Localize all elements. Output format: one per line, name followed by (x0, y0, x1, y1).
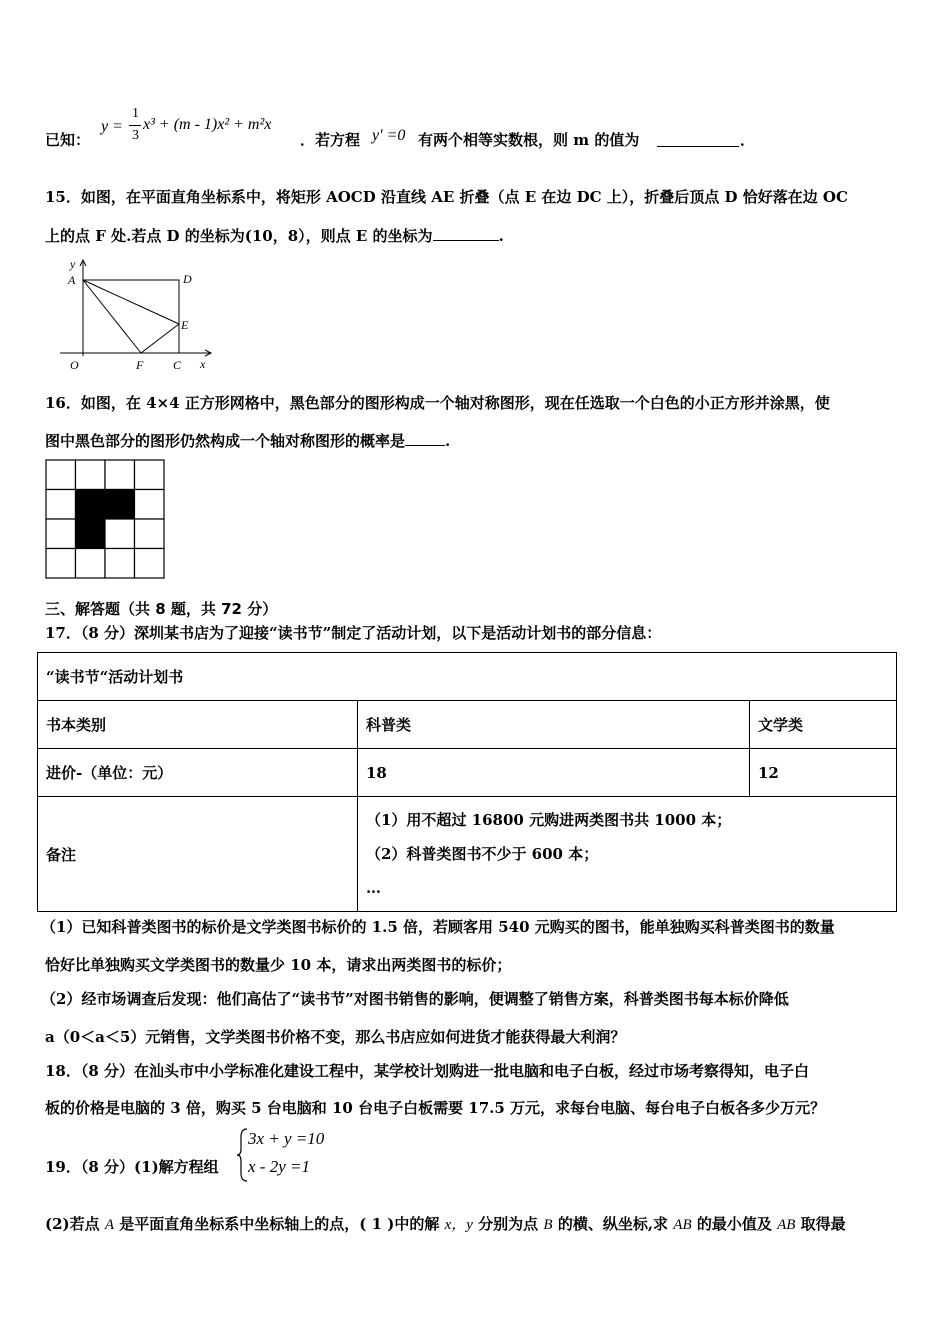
q15-answer-blank (433, 226, 499, 241)
q17-part1-line1: （1）已知科普类图书的标价是文学类图书标价的 1.5 倍，若顾客用 540 元购买的图书，能单独购买科普类图书的数量 (41, 918, 835, 936)
table-row (38, 701, 897, 749)
rectangle-edges (83, 280, 179, 353)
q19-p2-A: A (104, 1217, 115, 1233)
q19-p2-a: (2)若点 (45, 1215, 100, 1233)
q19-eq2: x - 2y =1 (248, 1157, 310, 1176)
q15-line2-wrap (45, 225, 504, 246)
q16-answer-blank (405, 431, 445, 446)
segment-af (83, 280, 141, 353)
q14-frac-den: 3 (132, 128, 139, 143)
table-row (38, 797, 897, 912)
q19-p2-xy: x，y (444, 1217, 473, 1233)
q14-frac-num: 1 (132, 106, 139, 121)
label-x: x (200, 357, 206, 371)
q17-stem: 17．（8 分）深圳某书店为了迎接“读书节”制定了活动计划，以下是活动计划书的部分信息： (45, 624, 662, 642)
grid-cell (76, 460, 106, 490)
label-E: E (181, 318, 189, 332)
table-row (38, 653, 897, 701)
q15-figure (50, 256, 220, 376)
q16-line2: 图中黑色部分的图形仍然构成一个轴对称图形的概率是 (45, 432, 406, 450)
grid-cell (135, 549, 165, 579)
note-item: （1）用不超过 16800 元购进两类图书共 1000 本； (366, 811, 732, 829)
grid-cell (76, 549, 106, 579)
q19-p2-e: 的最小值及 (696, 1215, 772, 1233)
q16-grid (45, 459, 167, 581)
table-cell: 18 (358, 749, 750, 797)
segment-fe (141, 324, 179, 353)
q19-p2-d: 的横、纵坐标,求 (557, 1215, 669, 1233)
q14-prefix: 已知： (45, 131, 91, 149)
q19-p2-AB2: AB (777, 1217, 796, 1233)
q15-line2: 上的点 F 处.若点 D 的坐标为(10，8），则点 E 的坐标为 (45, 227, 433, 245)
table-cell: 书本类别 (38, 701, 358, 749)
note-item: （2）科普类图书不少于 600 本； (366, 845, 599, 863)
note-item: … (366, 879, 381, 897)
q19-p2-b: 是平面直角坐标系中坐标轴上的点，( 1 )中的解 (119, 1215, 440, 1233)
q19-eq1: 3x + y =10 (248, 1129, 325, 1148)
grid-cell-black (76, 519, 106, 549)
label-C: C (173, 358, 182, 372)
label-D: D (183, 272, 192, 286)
q14-middle: ．若方程 (300, 131, 361, 149)
table-cell: 进价-（单位：元） (38, 749, 358, 797)
q19-part2 (45, 1213, 846, 1234)
grid-cell (46, 519, 76, 549)
q16-line2-wrap (45, 430, 450, 451)
q17-part1-line2: 恰好比单独购买文学类图书的数量少 10 本，请求出两类图书的标价； (45, 956, 512, 974)
q19-label: 19．（8 分）(1)解方程组 (45, 1158, 219, 1176)
grid-cell (105, 549, 135, 579)
q18-line2: 板的价格是电脑的 3 倍，购买 5 台电脑和 10 台电子白板需要 17.5 万元，求每台电脑、每台电子白板各多少万元？ (45, 1099, 826, 1117)
label-y: y (70, 257, 76, 271)
q18-line1: 18．（8 分）在汕头市中小学标准化建设工程中，某学校计划购进一批电脑和电子白板，经过市场考察得知，电子白 (45, 1062, 810, 1080)
label-A: A (68, 273, 76, 287)
grid-cell (135, 460, 165, 490)
grid-cell (105, 460, 135, 490)
q14-formula-y: y = (101, 118, 123, 135)
q17-part2-line1: （2）经市场调查后发现：他们高估了“读书节”对图书销售的影响，便调整了销售方案，科普类图书每本标价降低 (41, 990, 789, 1008)
table-title: “读书节“活动计划书 (38, 653, 897, 701)
q15-line1: 15．如图，在平面直角坐标系中，将矩形 AOCD 沿直线 AE 折叠（点 E 在边 DC 上），折叠后顶点 D 恰好落在边 OC (45, 188, 848, 206)
q14-suffix: 有两个相等实数根，则 m 的值为 (418, 131, 640, 149)
grid-cell (135, 490, 165, 520)
label-O: O (70, 358, 79, 372)
q19-p2-f: 取得最 (800, 1215, 846, 1233)
table-notes-cell (358, 797, 897, 912)
grid-cell-black (76, 490, 106, 520)
table-cell: 备注 (38, 797, 358, 912)
label-F: F (136, 358, 144, 372)
grid-cell (46, 460, 76, 490)
q14-answer-blank (657, 132, 739, 147)
q16-line1: 16．如图，在 4×4 正方形网格中，黑色部分的图形构成一个轴对称图形，现在任选取一个白色的小正方形并涂黑，使 (45, 394, 830, 412)
grid-cell (105, 519, 135, 549)
q19-p2-c: 分别为点 (478, 1215, 539, 1233)
table-cell: 科普类 (358, 701, 750, 749)
q14-deriv: y′ =0 (372, 127, 406, 144)
grid-cell-black (105, 490, 135, 520)
grid-cell (135, 519, 165, 549)
grid-cell (46, 549, 76, 579)
table-cell: 文学类 (750, 701, 897, 749)
q14-frac-bar (129, 125, 141, 126)
q14-formula-rest: x³ + (m - 1)x² + m²x (143, 116, 272, 133)
grid-cell (46, 490, 76, 520)
q16-end: . (445, 432, 451, 450)
fold-line-ae (83, 280, 179, 324)
table-row (38, 749, 897, 797)
table-cell: 12 (750, 749, 897, 797)
q14-end: ． (740, 131, 756, 149)
q17-plan-table (37, 652, 897, 912)
q15-end: . (498, 227, 504, 245)
q19-p2-AB1: AB (673, 1217, 692, 1233)
q17-part2-line2: a（0＜a＜5）元销售，文学类图书价格不变，那么书店应如何进货才能获得最大利润？ (45, 1028, 626, 1046)
section-heading: 三、解答题（共 8 题，共 72 分） (45, 600, 278, 618)
q19-p2-B: B (543, 1217, 553, 1233)
